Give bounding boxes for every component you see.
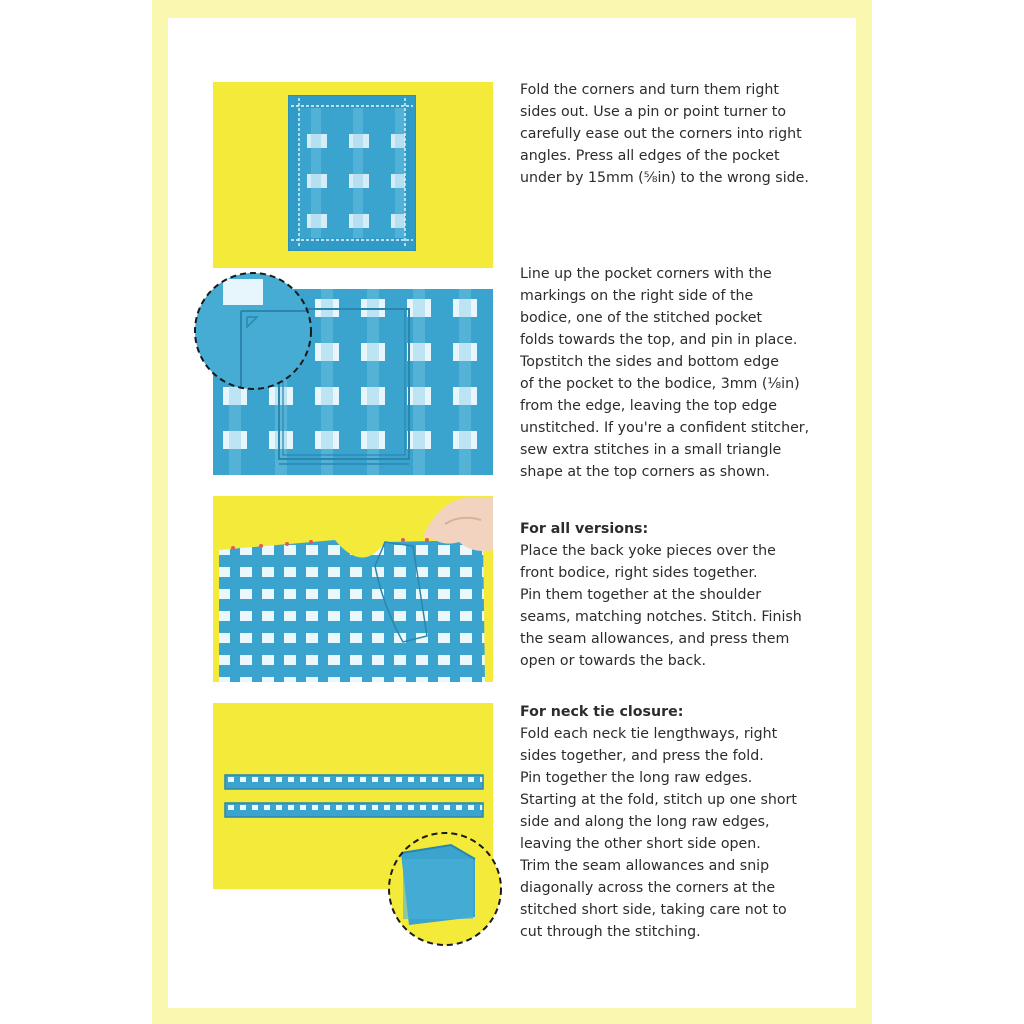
step-4-heading: For neck tie closure:: [520, 704, 684, 720]
pocket-folded-corners-photo: [213, 82, 493, 268]
step-3-heading: For all versions:: [520, 521, 649, 537]
step-4-text: Fold each neck tie lengthways, right sides together, and press the fold. Pin together the long raw edges. Starting at the fold, stitch up one short side and along the long raw edges, leaving the other short side open. Trim the seam allowances and snip diagonally across the corners at the stitched short side, taking care not to cut through the stitching.: [520, 726, 797, 940]
step-3-text: Place the back yoke pieces over the front bodice, right sides together. Pin them together at the shoulder seams, matching notches. Stitch. Finish the seam allowances, and press them open or towards the back.: [520, 543, 802, 669]
step-1: [520, 79, 820, 189]
step-3: [520, 518, 820, 672]
back-yoke-pinning-photo: [213, 496, 493, 682]
step-2-text: Line up the pocket corners with the markings on the right side of the bodice, one of the stitched pocket folds towards the top, and pin in place. Topstitch the sides and bottom edge of the pocket to the bodice, 3mm (⅛in) from the edge, leaving the top edge unstitched. If you're a confident stitcher, sew extra stitches in a small triangle shape at the top corners as shown.: [520, 266, 810, 480]
neck-ties-photo: [213, 703, 493, 889]
step-2: [520, 263, 820, 483]
pocket-on-bodice-photo: [213, 289, 493, 475]
step-1-text: Fold the corners and turn them right sides out. Use a pin or point turner to carefully ease out the corners into right angles. Press all edges of the pocket under by 15mm (⅝in) to the wrong side.: [520, 82, 809, 186]
step-4: [520, 701, 820, 943]
